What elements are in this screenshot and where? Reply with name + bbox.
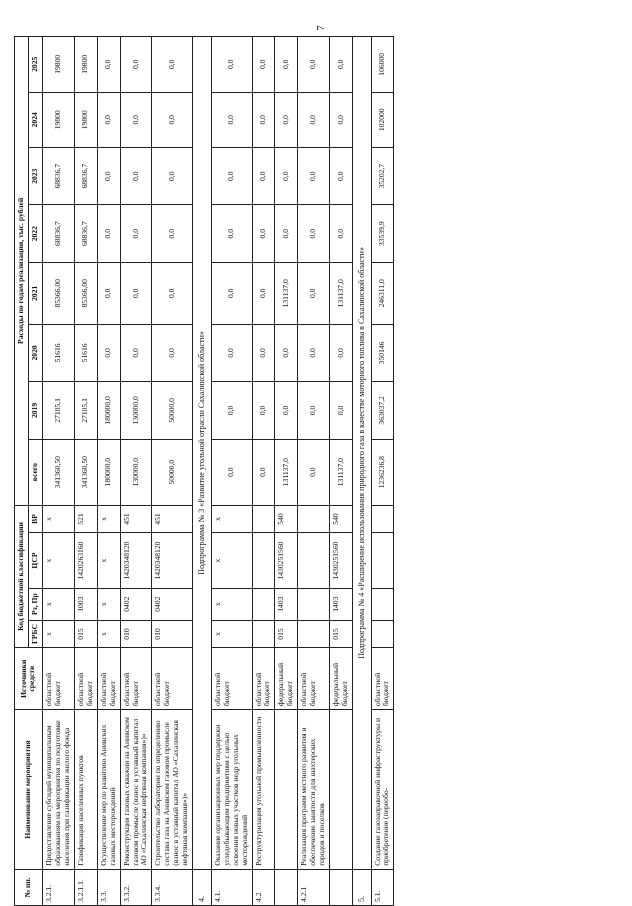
- cell-total: 0,0: [252, 439, 275, 505]
- cell-total: 0,0: [298, 439, 330, 505]
- cell-num: 4.2.1: [298, 869, 330, 905]
- cell-2023: 0,0: [211, 147, 252, 204]
- header-2023: 2023: [28, 147, 42, 204]
- cell-2021: 0,0: [152, 262, 193, 324]
- cell-rzpr: х: [42, 588, 74, 620]
- cell-total: 1236236,8: [371, 439, 394, 505]
- table-row: [330, 37, 353, 906]
- cell-2023: 68836,7: [74, 147, 97, 204]
- cell-csr: [371, 533, 394, 588]
- cell-2021: 0,0: [120, 262, 152, 324]
- cell-name: Оказание организационных мер поддержки угледобывающим предприятиям с целью освоения новых участков недр угольных месторождений: [211, 710, 252, 870]
- cell-name: Строительство лаборатории по определению состава газа на Анивском газовом промысле (взнос в уставный капитал АО «Сахалинская нефтяная компания»)»: [152, 710, 193, 870]
- cell-2019: 0,0: [298, 382, 330, 439]
- cell-total: 131137,0: [275, 439, 298, 505]
- cell-csr: 1420348120: [152, 533, 193, 588]
- header-rzpr: Рз, Пр: [28, 588, 42, 620]
- cell-2024: 0,0: [298, 92, 330, 147]
- cell-rzpr: 0402: [120, 588, 152, 620]
- cell-total: 50000,0: [152, 439, 193, 505]
- cell-num: 3.2.1.1.: [74, 869, 97, 905]
- header-2022: 2022: [28, 205, 42, 262]
- cell-vr: 451: [152, 505, 193, 533]
- cell-vr: 540: [275, 505, 298, 533]
- cell-2021: 85366,00: [74, 262, 97, 324]
- cell-num: 3.3.4.: [152, 869, 193, 905]
- cell-source: областной бюджет: [371, 648, 394, 710]
- cell-name: Реконструкция газовых скважин на Анивском газовом промысле (взнос в уставный капитал АО «Сахалинская нефтяная компания»)»: [120, 710, 152, 870]
- cell-vr: [298, 505, 330, 533]
- cell-2022: 68836,7: [42, 205, 74, 262]
- cell-2023: 0,0: [97, 147, 120, 204]
- cell-grbs: 015: [330, 620, 353, 648]
- cell-2020: 0,0: [97, 324, 120, 381]
- cell-2023: 0,0: [252, 147, 275, 204]
- cell-2019: 27105,1: [42, 382, 74, 439]
- cell-num: 5.: [353, 869, 371, 905]
- cell-rzpr: х: [211, 588, 252, 620]
- cell-2021: 246311,0: [371, 262, 394, 324]
- table-row: [275, 37, 298, 906]
- cell-2022: 0,0: [120, 205, 152, 262]
- header-2021: 2021: [28, 262, 42, 324]
- cell-grbs: 015: [275, 620, 298, 648]
- cell-2025: 19800: [42, 37, 74, 93]
- cell-num: 3.2.1.: [42, 869, 74, 905]
- cell-2023: 0,0: [275, 147, 298, 204]
- header-kbk: Код бюджетной классификации: [15, 505, 29, 648]
- header-name: Наименование мероприятия: [15, 710, 43, 870]
- cell-csr: х: [42, 533, 74, 588]
- cell-2020: 0,0: [211, 324, 252, 381]
- cell-grbs: 015: [74, 620, 97, 648]
- cell-2019: 363037,2: [371, 382, 394, 439]
- cell-num: 4.1.: [211, 869, 252, 905]
- header-2024: 2024: [28, 92, 42, 147]
- cell-2020: 0,0: [252, 324, 275, 381]
- cell-2021: 85366,00: [42, 262, 74, 324]
- cell-rzpr: [298, 588, 330, 620]
- section-row: [193, 37, 211, 906]
- cell-2025: 0,0: [275, 37, 298, 93]
- cell-rzpr: 1403: [330, 588, 353, 620]
- header-total: всего: [28, 439, 42, 505]
- cell-2024: 0,0: [152, 92, 193, 147]
- cell-2022: 0,0: [330, 205, 353, 262]
- cell-2021: 131137,0: [330, 262, 353, 324]
- cell-source: областной бюджет: [298, 648, 330, 710]
- cell-2020: 0,0: [120, 324, 152, 381]
- cell-2024: 0,0: [330, 92, 353, 147]
- cell-2024: 0,0: [275, 92, 298, 147]
- table-row: [74, 37, 97, 906]
- cell-source: областной бюджет: [211, 648, 252, 710]
- cell-num: 4.2: [252, 869, 275, 905]
- cell-2021: 0,0: [211, 262, 252, 324]
- cell-num: 3.3.2.: [120, 869, 152, 905]
- header-vr: ВР: [28, 505, 42, 533]
- cell-2025: 0,0: [152, 37, 193, 93]
- cell-num: 3.3.: [97, 869, 120, 905]
- cell-rzpr: [371, 588, 394, 620]
- cell-2025: 0,0: [330, 37, 353, 93]
- cell-2019: 130000,0: [120, 382, 152, 439]
- cell-source: федеральный бюджет: [330, 648, 353, 710]
- cell-2022: 0,0: [152, 205, 193, 262]
- cell-rzpr: 0402: [152, 588, 193, 620]
- table-row: [298, 37, 330, 906]
- header-num: № пп.: [15, 869, 43, 905]
- cell-num: [275, 869, 298, 905]
- cell-2023: 0,0: [152, 147, 193, 204]
- cell-2019: 0,0: [211, 382, 252, 439]
- cell-vr: [371, 505, 394, 533]
- cell-2021: 0,0: [97, 262, 120, 324]
- cell-2019: 50000,0: [152, 382, 193, 439]
- cell-source: федеральный бюджет: [275, 648, 298, 710]
- cell-total: 130000,0: [120, 439, 152, 505]
- cell-2021: 131137,0: [275, 262, 298, 324]
- cell-source: областной бюджет: [120, 648, 152, 710]
- cell-rzpr: 1003: [74, 588, 97, 620]
- cell-name: Создание газозаправочной инфраструктуры и приобретение (переобо-: [371, 710, 394, 870]
- cell-2022: 0,0: [252, 205, 275, 262]
- cell-2025: 0,0: [298, 37, 330, 93]
- cell-grbs: х: [211, 620, 252, 648]
- cell-2020: 350146: [371, 324, 394, 381]
- cell-2025: 0,0: [97, 37, 120, 93]
- table-row: [120, 37, 152, 906]
- cell-2022: 0,0: [97, 205, 120, 262]
- cell-vr: х: [97, 505, 120, 533]
- cell-2020: 51616: [42, 324, 74, 381]
- header-2020: 2020: [28, 324, 42, 381]
- cell-2022: 68836,7: [74, 205, 97, 262]
- cell-total: 341360,50: [42, 439, 74, 505]
- cell-csr: [252, 533, 275, 588]
- header-2025: 2025: [28, 37, 42, 93]
- cell-2023: 0,0: [298, 147, 330, 204]
- cell-2024: 0,0: [211, 92, 252, 147]
- cell-grbs: х: [42, 620, 74, 648]
- cell-csr: 1430251560: [275, 533, 298, 588]
- cell-name: [275, 710, 298, 870]
- cell-2020: 0,0: [298, 324, 330, 381]
- header-grbs: ГРБС: [28, 620, 42, 648]
- cell-2024: 0,0: [252, 92, 275, 147]
- cell-2022: 33539,9: [371, 205, 394, 262]
- cell-grbs: х: [97, 620, 120, 648]
- cell-grbs: 010: [120, 620, 152, 648]
- cell-grbs: [371, 620, 394, 648]
- cell-total: 0,0: [211, 439, 252, 505]
- cell-total: 341360,50: [74, 439, 97, 505]
- cell-num: [330, 869, 353, 905]
- cell-2019: 0,0: [252, 382, 275, 439]
- cell-csr: х: [211, 533, 252, 588]
- cell-vr: 540: [330, 505, 353, 533]
- cell-csr: х: [97, 533, 120, 588]
- table-row: [42, 37, 74, 906]
- cell-2025: 0,0: [252, 37, 275, 93]
- cell-2024: 19800: [74, 92, 97, 147]
- table-row: [211, 37, 252, 906]
- header-csr: ЦСР: [28, 533, 42, 588]
- cell-2024: 0,0: [120, 92, 152, 147]
- cell-source: областной бюджет: [97, 648, 120, 710]
- cell-2024: 19800: [42, 92, 74, 147]
- cell-2019: 0,0: [330, 382, 353, 439]
- cell-source: областной бюджет: [74, 648, 97, 710]
- page-number: 7: [314, 25, 327, 31]
- header-source: Источники средств: [15, 648, 43, 710]
- header-2019: 2019: [28, 382, 42, 439]
- cell-2025: 19800: [74, 37, 97, 93]
- cell-name: Предоставление субсидий муниципальным образованиям на мероприятия по подготовке населения при газификации жилого фонда: [42, 710, 74, 870]
- cell-vr: х: [211, 505, 252, 533]
- cell-vr: х: [42, 505, 74, 533]
- cell-source: областной бюджет: [152, 648, 193, 710]
- cell-vr: 521: [74, 505, 97, 533]
- cell-csr: [298, 533, 330, 588]
- cell-vr: [252, 505, 275, 533]
- cell-2022: 0,0: [275, 205, 298, 262]
- cell-num: 4.: [193, 869, 211, 905]
- cell-2025: 106000: [371, 37, 394, 93]
- cell-2019: 180000,0: [97, 382, 120, 439]
- cell-csr: 1430251560: [330, 533, 353, 588]
- cell-grbs: [298, 620, 330, 648]
- cell-2025: 0,0: [120, 37, 152, 93]
- header-expenses: Расходы по годам реализации, тыс. рублей: [15, 37, 29, 506]
- cell-rzpr: х: [97, 588, 120, 620]
- cell-2023: 0,0: [120, 147, 152, 204]
- cell-2019: 0,0: [275, 382, 298, 439]
- cell-2019: 27105,1: [74, 382, 97, 439]
- cell-2024: 102000: [371, 92, 394, 147]
- cell-2023: 0,0: [330, 147, 353, 204]
- cell-rzpr: 1403: [275, 588, 298, 620]
- cell-source: областной бюджет: [252, 648, 275, 710]
- cell-name: Осуществление мер по развитию Анивских газовых месторождений: [97, 710, 120, 870]
- cell-2023: 35202,7: [371, 147, 394, 204]
- cell-2020: 51616: [74, 324, 97, 381]
- cell-csr: 1420348120: [120, 533, 152, 588]
- cell-total: 180000,0: [97, 439, 120, 505]
- table-row: [152, 37, 193, 906]
- budget-table: [14, 36, 394, 906]
- cell-2020: 0,0: [330, 324, 353, 381]
- cell-2023: 68836,7: [42, 147, 74, 204]
- rotated-table-container: [14, 36, 618, 906]
- cell-2024: 0,0: [97, 92, 120, 147]
- cell-2021: 0,0: [252, 262, 275, 324]
- cell-rzpr: [252, 588, 275, 620]
- section-title: Подпрограмма № 4 «Расширение использования природного газа в качестве моторного топлива в Сахалинской области»: [353, 37, 371, 870]
- table-row: [252, 37, 275, 906]
- cell-2021: 0,0: [298, 262, 330, 324]
- table-row: [371, 37, 394, 906]
- section-title: Подпрограмма № 3 «Развитие угольной отрасли Сахалинской области»: [193, 37, 211, 870]
- cell-name: Газификация населенных пунктов: [74, 710, 97, 870]
- cell-grbs: [252, 620, 275, 648]
- cell-vr: 451: [120, 505, 152, 533]
- cell-csr: 1420263160: [74, 533, 97, 588]
- cell-source: областной бюджет: [42, 648, 74, 710]
- cell-name: Реализация программ местного развития и обеспечение занятости для шахтерских городов и поселков: [298, 710, 330, 870]
- cell-name: [330, 710, 353, 870]
- cell-grbs: 010: [152, 620, 193, 648]
- cell-2020: 0,0: [275, 324, 298, 381]
- cell-total: 131137,0: [330, 439, 353, 505]
- cell-2022: 0,0: [211, 205, 252, 262]
- table-row: [97, 37, 120, 906]
- cell-name: Реструктуризация угольной промышленности: [252, 710, 275, 870]
- section-row: [353, 37, 371, 906]
- cell-num: 5.1.: [371, 869, 394, 905]
- cell-2022: 0,0: [298, 205, 330, 262]
- cell-2025: 0,0: [211, 37, 252, 93]
- table-body: [42, 37, 394, 906]
- cell-2020: 0,0: [152, 324, 193, 381]
